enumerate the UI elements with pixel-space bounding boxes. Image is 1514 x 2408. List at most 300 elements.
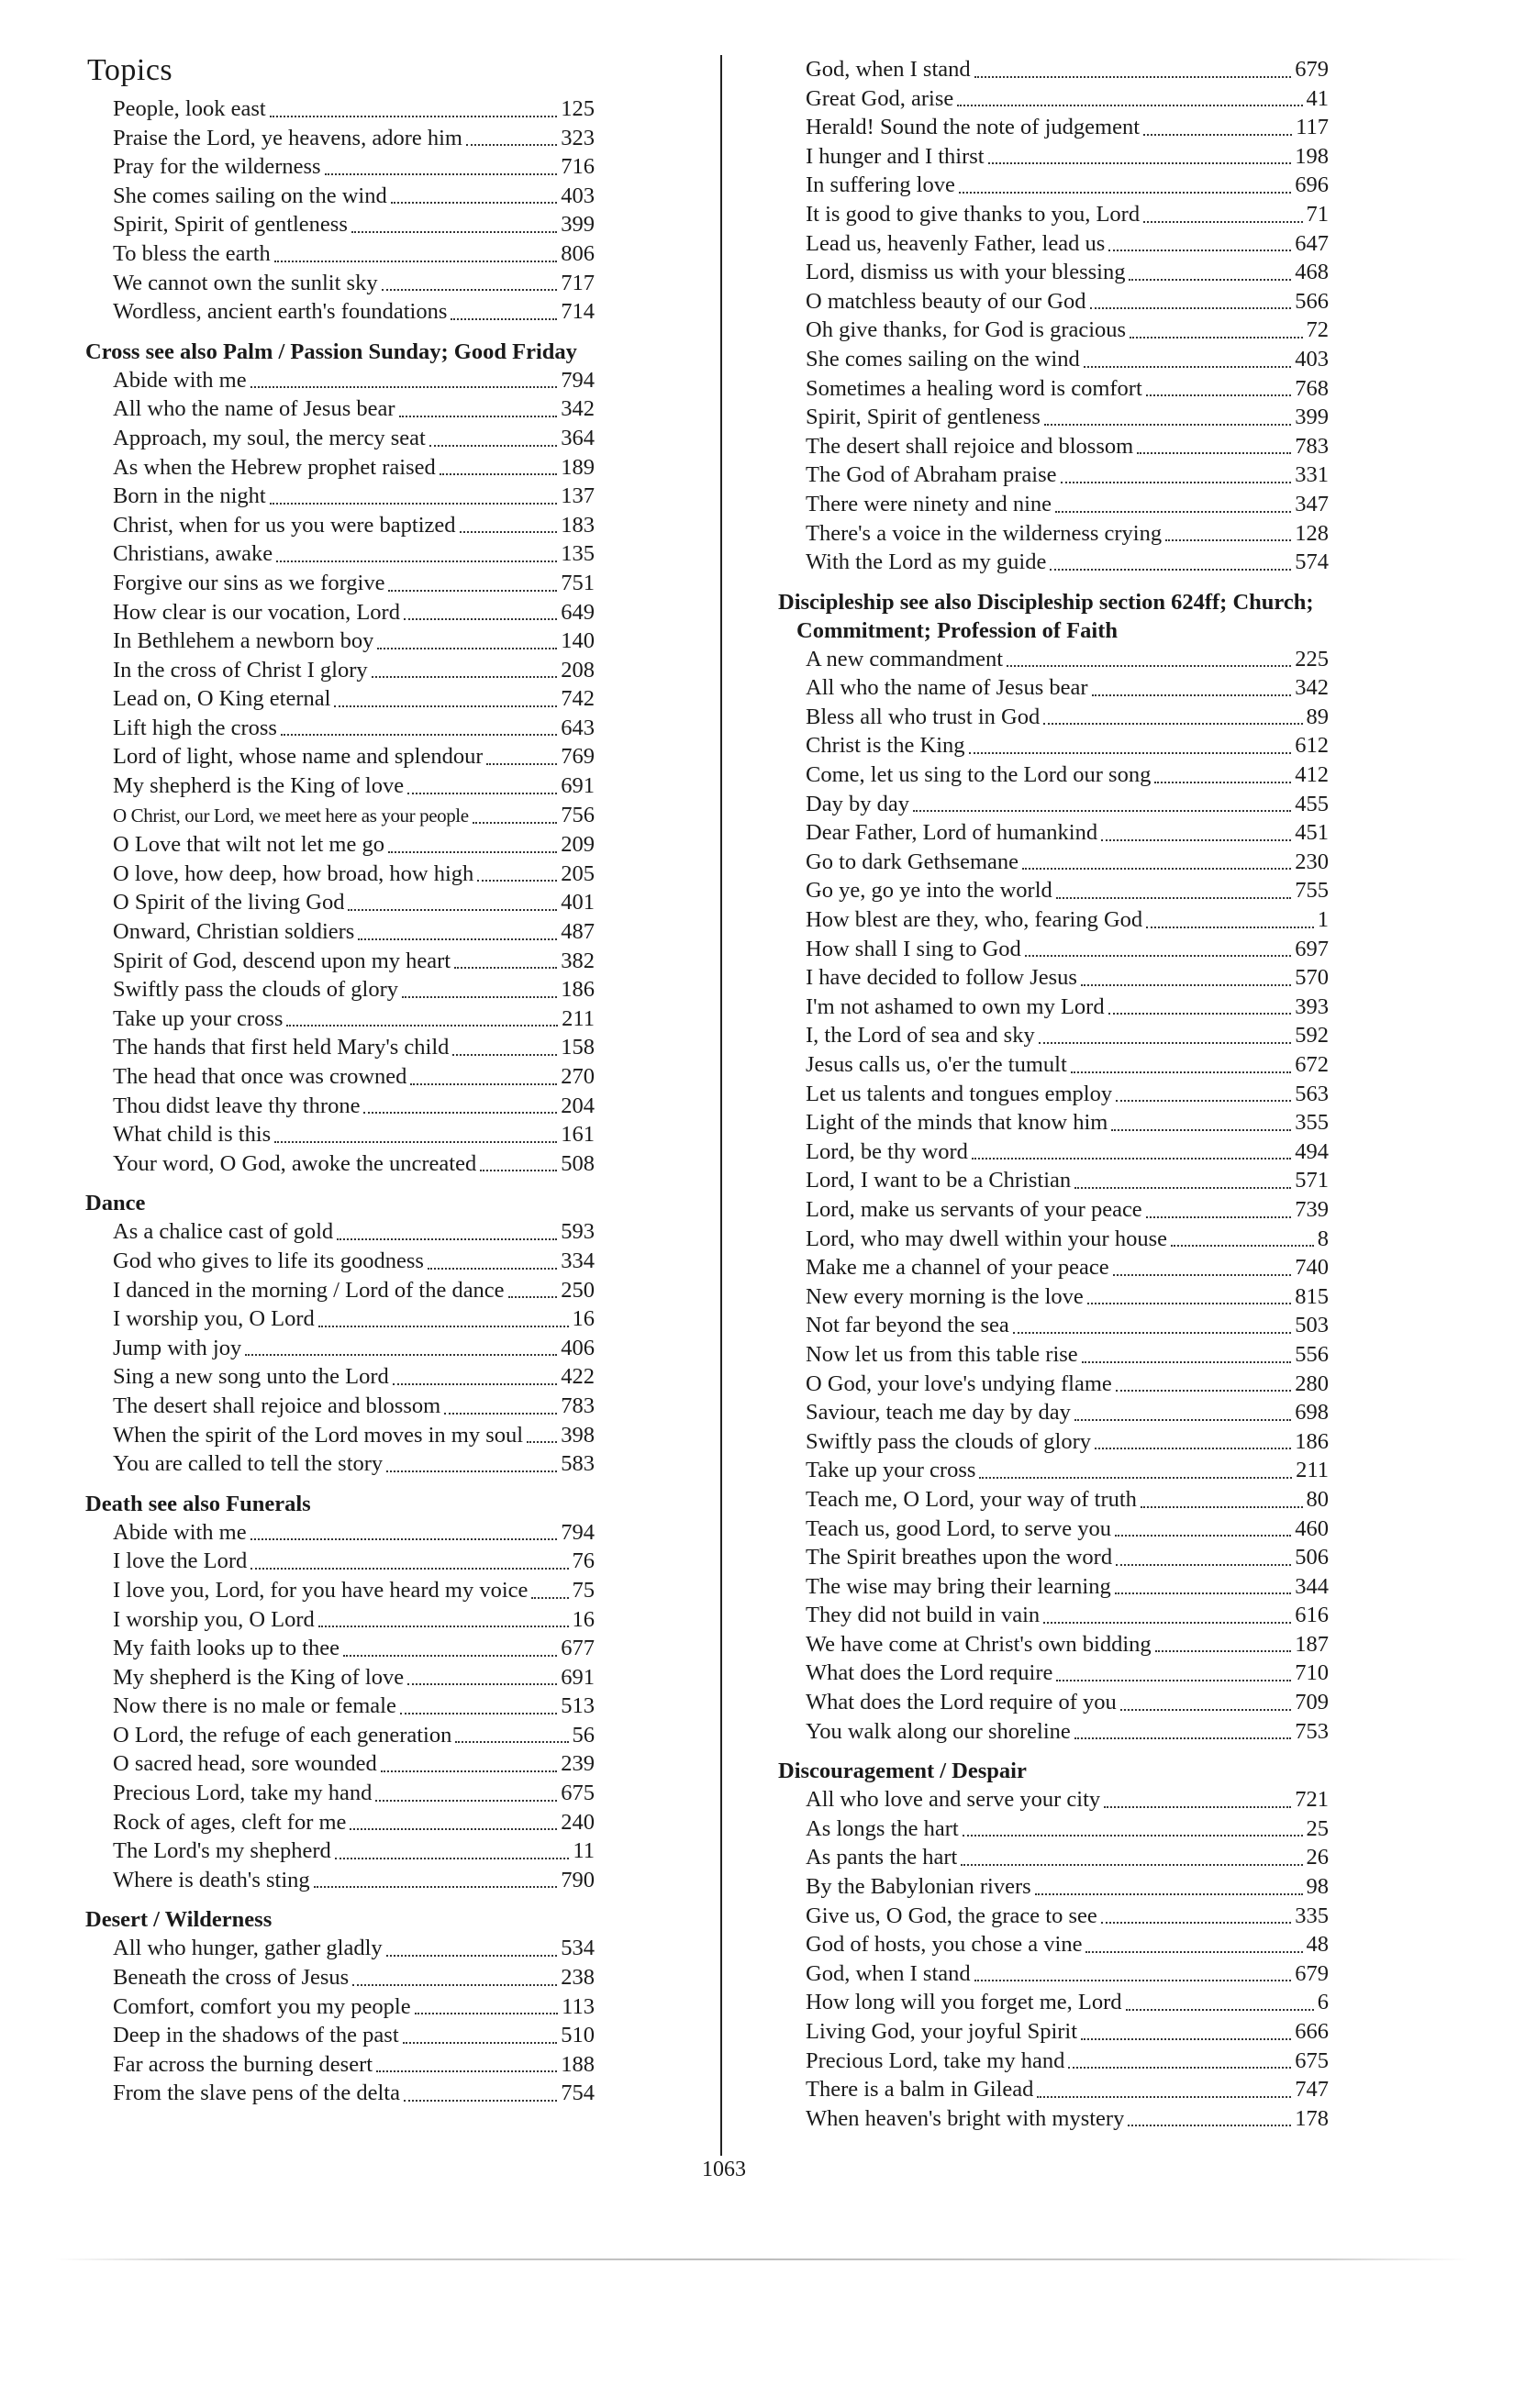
- hymn-entry: [778, 1050, 1329, 1080]
- dot-leader: [286, 1025, 558, 1026]
- hymn-title: Great God, arise: [806, 85, 954, 111]
- hymn-title: Teach me, O Lord, your way of truth: [806, 1486, 1137, 1512]
- hymn-entry: [778, 1959, 1329, 1989]
- dot-leader: [318, 1326, 569, 1327]
- column-divider: [720, 55, 722, 2156]
- hymn-entry: [778, 1785, 1329, 1814]
- dot-leader: [440, 473, 558, 475]
- hymn-entry: [778, 818, 1329, 848]
- hymn-entry: [85, 1092, 595, 1121]
- dot-leader: [386, 1955, 558, 1957]
- hymn-entry: [85, 656, 595, 685]
- hymn-number: 455: [1295, 791, 1329, 816]
- hymn-entry: [778, 1843, 1329, 1872]
- hymn-entry: [778, 1370, 1329, 1399]
- hymn-entry: [778, 1166, 1329, 1195]
- hymn-entry: [85, 152, 595, 182]
- hymn-title: Far across the burning desert: [113, 2051, 373, 2077]
- hymn-number: 451: [1295, 820, 1329, 846]
- hymn-number: 240: [561, 1809, 595, 1835]
- hymn-number: 1: [1317, 907, 1329, 933]
- hymn-entry: [778, 1137, 1329, 1167]
- hymn-title: My faith looks up to thee: [113, 1636, 340, 1661]
- hymn-entry: [778, 1543, 1329, 1572]
- dot-leader: [1165, 539, 1291, 541]
- hymn-entry: [85, 1334, 595, 1363]
- hymn-entry: [778, 374, 1329, 404]
- hymn-number: 8: [1317, 1226, 1329, 1251]
- hymn-number: 460: [1295, 1515, 1329, 1541]
- hymn-number: 250: [561, 1277, 595, 1303]
- hymn-number: 208: [561, 657, 595, 682]
- hymn-entry: [778, 1717, 1329, 1747]
- hymn-entry: [85, 2050, 595, 2080]
- hymn-number: 230: [1295, 849, 1329, 874]
- dot-leader: [391, 202, 558, 204]
- dot-leader: [1137, 452, 1291, 454]
- hymn-number: 211: [1296, 1458, 1329, 1483]
- hymn-title: Sometimes a healing word is comfort: [806, 375, 1142, 401]
- topic-heading: Cross see also Palm / Passion Sunday; Good Friday: [85, 338, 577, 364]
- hymn-number: 342: [561, 396, 595, 422]
- dot-leader: [274, 1141, 557, 1143]
- hymn-title: O love, how deep, how broad, how high: [113, 860, 474, 886]
- hymn-title: Lord, make us servants of your peace: [806, 1196, 1142, 1222]
- dot-leader: [972, 1158, 1291, 1160]
- hymn-entry: [778, 993, 1329, 1022]
- hymn-number: 570: [1295, 965, 1329, 991]
- hymn-number: 422: [561, 1364, 595, 1390]
- hymn-number: 11: [573, 1838, 595, 1864]
- hymn-entry: [85, 1120, 595, 1149]
- dot-leader: [334, 705, 557, 707]
- hymn-number: 754: [561, 2081, 595, 2106]
- dot-leader: [1061, 482, 1292, 483]
- hymn-title: Christ is the King: [806, 733, 965, 759]
- hymn-number: 563: [1295, 1081, 1329, 1106]
- hymn-number: 211: [562, 1005, 595, 1031]
- hymn-title: Jump with joy: [113, 1335, 242, 1360]
- hymn-title: Christians, awake: [113, 541, 273, 567]
- dot-leader: [974, 1980, 1292, 1981]
- hymn-entry: [85, 424, 595, 453]
- dot-leader: [388, 590, 557, 592]
- hymn-title: Sing a new song unto the Lord: [113, 1364, 389, 1390]
- hymn-entry: [778, 1225, 1329, 1254]
- hymn-title: You are called to tell the story: [113, 1451, 384, 1477]
- hymn-number: 403: [1295, 346, 1329, 372]
- hymn-title: Take up your cross: [806, 1458, 976, 1483]
- hymn-title: Approach, my soul, the mercy seat: [113, 425, 426, 450]
- hymn-number: 205: [561, 860, 595, 886]
- hymn-title: In the cross of Christ I glory: [113, 657, 368, 682]
- page-number: 1063: [702, 2158, 746, 2181]
- hymn-entry: [778, 1659, 1329, 1688]
- hymn-title: O Love that wilt not let me go: [113, 832, 384, 858]
- hymn-number: 721: [1295, 1787, 1329, 1813]
- hymn-title: I have decided to follow Jesus: [806, 965, 1077, 991]
- hymn-entry: [778, 1427, 1329, 1457]
- hymn-entry: [85, 1062, 595, 1092]
- dot-leader: [1115, 1535, 1291, 1537]
- hymn-entry: [778, 1572, 1329, 1602]
- hymn-title: All who the name of Jesus bear: [113, 396, 395, 422]
- dot-leader: [473, 822, 558, 824]
- hymn-title: Living God, your joyful Spirit: [806, 2019, 1078, 2044]
- hymn-entry: [778, 848, 1329, 877]
- hymn-number: 679: [1295, 1960, 1329, 1986]
- hymn-title: Thou didst leave thy throne: [113, 1093, 361, 1118]
- hymn-number: 399: [561, 212, 595, 238]
- dot-leader: [325, 173, 558, 175]
- hymn-number: 56: [572, 1722, 595, 1748]
- hymn-entry: [85, 1149, 595, 1179]
- dot-leader: [1074, 1419, 1291, 1421]
- hymn-title: What does the Lord require of you: [806, 1690, 1117, 1715]
- hymn-number: 158: [561, 1035, 595, 1060]
- hymn-title: Praise the Lord, ye heavens, adore him: [113, 125, 462, 150]
- hymn-title: I danced in the morning / Lord of the dance: [113, 1277, 505, 1303]
- hymn-number: 342: [1295, 675, 1329, 701]
- hymn-entry: [778, 258, 1329, 287]
- hymn-number: 675: [561, 1781, 595, 1806]
- hymn-title: Wordless, ancient earth's foundations: [113, 299, 448, 325]
- dot-leader: [400, 1713, 557, 1714]
- hymn-title: Born in the night: [113, 483, 266, 509]
- dot-leader: [404, 618, 557, 620]
- hymn-entry: [778, 1688, 1329, 1717]
- hymn-entry: [778, 519, 1329, 549]
- hymn-number: 783: [1295, 433, 1329, 459]
- dot-leader: [377, 648, 557, 649]
- dot-leader: [428, 1268, 557, 1270]
- hymn-entry: [778, 731, 1329, 760]
- hymn-title: Lift high the cross: [113, 715, 277, 740]
- hymn-entry: [85, 2021, 595, 2050]
- hymn-title: Give us, O God, the grace to see: [806, 1903, 1097, 1928]
- dot-leader: [1013, 1332, 1291, 1334]
- hymn-number: 401: [561, 890, 595, 915]
- dot-leader: [335, 1858, 570, 1859]
- hymn-title: Dear Father, Lord of humankind: [806, 820, 1098, 846]
- hymn-number: 75: [572, 1577, 595, 1603]
- dot-leader: [318, 1626, 569, 1627]
- hymn-entry: [778, 1282, 1329, 1312]
- dot-leader: [486, 763, 557, 765]
- dot-leader: [1087, 1303, 1291, 1304]
- hymn-number: 672: [1295, 1052, 1329, 1077]
- hymn-entry: [778, 490, 1329, 519]
- hymn-entry: [778, 2104, 1329, 2134]
- hymn-number: 616: [1295, 1603, 1329, 1628]
- hymn-number: 71: [1306, 201, 1329, 227]
- hymn-title: Rock of ages, cleft for me: [113, 1809, 347, 1835]
- hymn-entry: [85, 771, 595, 801]
- hymn-entry: [778, 84, 1329, 114]
- hymn-number: 593: [561, 1219, 595, 1245]
- dot-leader: [376, 2070, 557, 2072]
- hymn-title: What child is this: [113, 1122, 272, 1148]
- topic-section: [85, 1905, 595, 2108]
- hymn-title: How blest are they, who, fearing God: [806, 907, 1143, 933]
- right-column: [778, 55, 1329, 2133]
- hymn-entry: [778, 876, 1329, 905]
- hymn-number: 98: [1306, 1874, 1329, 1900]
- hymn-number: 198: [1295, 143, 1329, 169]
- dot-leader: [1055, 511, 1291, 513]
- hymn-title: Lead on, O King eternal: [113, 686, 331, 712]
- hymn-number: 334: [561, 1248, 595, 1273]
- dot-leader: [1116, 1100, 1291, 1102]
- dot-leader: [358, 938, 557, 940]
- hymn-title: The wise may bring their learning: [806, 1573, 1111, 1599]
- hymn-number: 187: [1295, 1631, 1329, 1657]
- dot-leader: [1116, 1390, 1291, 1392]
- hymn-entry: [778, 1253, 1329, 1282]
- dot-leader: [444, 1413, 557, 1415]
- hymn-number: 709: [1295, 1690, 1329, 1715]
- hymn-number: 583: [561, 1451, 595, 1477]
- dot-leader: [1081, 984, 1291, 986]
- hymn-title: Christ, when for us you were baptized: [113, 512, 456, 538]
- hymn-entry: [85, 1033, 595, 1062]
- topic-section: [778, 588, 1329, 1747]
- dot-leader: [1085, 1951, 1302, 1953]
- hymn-title: With the Lord as my guide: [806, 549, 1047, 575]
- hymn-entry: [85, 366, 595, 395]
- hymn-title: God who gives to life its goodness: [113, 1248, 424, 1273]
- hymn-number: 355: [1295, 1110, 1329, 1136]
- hymn-number: 323: [561, 125, 595, 150]
- dot-leader: [1074, 1737, 1291, 1739]
- hymn-number: 209: [561, 832, 595, 858]
- hymn-entry: [85, 394, 595, 424]
- hymn-title: I, the Lord of sea and sky: [806, 1023, 1035, 1049]
- hymn-title: O God, your love's undying flame: [806, 1370, 1112, 1396]
- hymn-entry: [85, 1721, 595, 1750]
- hymn-number: 280: [1295, 1370, 1329, 1396]
- hymn-title: You walk along our shoreline: [806, 1718, 1071, 1744]
- dot-leader: [393, 1383, 557, 1385]
- hymn-entry: [778, 1515, 1329, 1544]
- hymn-number: 513: [561, 1693, 595, 1719]
- dot-leader: [1143, 221, 1302, 223]
- hymn-entry: [778, 1814, 1329, 1844]
- dot-leader: [407, 1683, 557, 1685]
- hymn-entry: [778, 171, 1329, 200]
- hymn-title: All who hunger, gather gladly: [113, 1936, 383, 1961]
- hymn-entry: [778, 229, 1329, 259]
- hymn-entry: [85, 124, 595, 153]
- hymn-title: In suffering love: [806, 172, 955, 198]
- hymn-title: Your word, O God, awoke the uncreated: [113, 1150, 477, 1176]
- dot-leader: [1007, 665, 1291, 667]
- hymn-title: Spirit of God, descend upon my heart: [113, 948, 451, 973]
- hymn-number: 183: [561, 512, 595, 538]
- dot-leader: [1116, 1564, 1291, 1566]
- hymn-number: 406: [561, 1335, 595, 1360]
- hymn-title: Make me a channel of your peace: [806, 1255, 1109, 1281]
- hymn-entry: [85, 860, 595, 889]
- hymn-title: She comes sailing on the wind: [806, 346, 1080, 372]
- hymn-title: Beneath the cross of Jesus: [113, 1965, 350, 1991]
- hymn-title: Forgive our sins as we forgive: [113, 570, 385, 595]
- hymn-title: Onward, Christian soldiers: [113, 919, 355, 945]
- dot-leader: [1095, 1448, 1291, 1449]
- hymn-title: New every morning is the love: [806, 1283, 1084, 1309]
- dot-leader: [1037, 2096, 1291, 2098]
- dot-leader: [350, 1828, 557, 1830]
- hymn-entry: [85, 1518, 595, 1548]
- hymn-title: Abide with me: [113, 367, 247, 393]
- dot-leader: [963, 1835, 1303, 1837]
- hymn-entry: [85, 947, 595, 976]
- dot-leader: [1126, 2009, 1314, 2011]
- hymn-entry: [85, 684, 595, 714]
- dot-leader: [1043, 723, 1302, 725]
- hymn-title: Lead us, heavenly Father, lead us: [806, 230, 1106, 256]
- dot-leader: [959, 192, 1291, 194]
- hymn-entry: [85, 482, 595, 511]
- hymn-number: 364: [561, 425, 595, 450]
- hymn-title: The hands that first held Mary's child: [113, 1035, 450, 1060]
- page-title: Topics: [87, 53, 173, 87]
- topic-section: [778, 1757, 1329, 2133]
- hymn-title: Spirit, Spirit of gentleness: [806, 405, 1041, 430]
- hymn-number: 794: [561, 1519, 595, 1545]
- dot-leader: [1111, 1129, 1291, 1131]
- hymn-number: 140: [561, 628, 595, 654]
- hymn-entry: [778, 1902, 1329, 1931]
- hymn-title: As pants the hart: [806, 1845, 958, 1870]
- dot-leader: [454, 967, 557, 969]
- hymn-number: 751: [561, 570, 595, 595]
- hymn-number: 347: [1295, 491, 1329, 516]
- hymn-number: 753: [1295, 1718, 1329, 1744]
- hymn-title: From the slave pens of the delta: [113, 2081, 400, 2106]
- hymn-number: 747: [1295, 2077, 1329, 2103]
- hymn-title: Where is death's sting: [113, 1867, 310, 1892]
- topic-section: [85, 1490, 595, 1895]
- hymn-number: 643: [561, 715, 595, 740]
- hymn-number: 113: [562, 1993, 595, 2019]
- hymn-number: 48: [1306, 1932, 1329, 1958]
- dot-leader: [403, 2042, 558, 2044]
- hymn-title: We cannot own the sunlit sky: [113, 270, 378, 295]
- hymn-entry: [85, 1304, 595, 1334]
- dot-leader: [404, 2100, 557, 2102]
- hymn-title: The head that once was crowned: [113, 1064, 407, 1089]
- hymn-number: 679: [1295, 57, 1329, 82]
- hymn-entry: [85, 801, 595, 831]
- hymn-number: 649: [561, 599, 595, 625]
- hymn-entry: [85, 269, 595, 298]
- hymn-entry: [85, 1392, 595, 1421]
- dot-leader: [460, 531, 558, 533]
- hymn-title: O matchless beauty of our God: [806, 288, 1086, 314]
- hymn-title: As longs the hart: [806, 1815, 959, 1841]
- hymn-number: 742: [561, 686, 595, 712]
- hymn-number: 710: [1295, 1660, 1329, 1686]
- dot-leader: [1128, 2125, 1291, 2126]
- hymn-entry: [778, 1630, 1329, 1659]
- dot-leader: [250, 1538, 558, 1540]
- hymn-entry: [85, 1362, 595, 1392]
- hymn-entry: [85, 453, 595, 483]
- hymn-number: 16: [572, 1606, 595, 1632]
- dot-leader: [1068, 2067, 1291, 2069]
- hymn-entry: [778, 905, 1329, 935]
- hymn-entry: [85, 975, 595, 1004]
- hymn-number: 714: [561, 299, 595, 325]
- dot-leader: [988, 162, 1292, 164]
- hymn-entry: [85, 1547, 595, 1576]
- hymn-entry: [85, 1692, 595, 1721]
- hymn-title: Light of the minds that know him: [806, 1110, 1108, 1136]
- hymn-entry: [778, 403, 1329, 432]
- hymn-title: Bless all who trust in God: [806, 704, 1041, 729]
- hymn-title: Go to dark Gethsemane: [806, 849, 1019, 874]
- dot-leader: [388, 851, 557, 853]
- dot-leader: [375, 1800, 557, 1802]
- hymn-number: 510: [561, 2023, 595, 2048]
- dot-leader: [1056, 897, 1291, 899]
- dot-leader: [402, 996, 557, 998]
- hymn-entry: [778, 2047, 1329, 2076]
- hymn-number: 16: [572, 1306, 595, 1332]
- hymn-title: Pray for the wilderness: [113, 154, 321, 180]
- hymn-entry: [778, 760, 1329, 790]
- hymn-title: My shepherd is the King of love: [113, 1664, 405, 1690]
- hymn-number: 783: [561, 1393, 595, 1418]
- hymn-entry: [778, 963, 1329, 993]
- hymn-entry: [85, 297, 595, 327]
- hymn-number: 696: [1295, 172, 1329, 198]
- hymn-entry: [85, 1276, 595, 1305]
- dot-leader: [961, 1864, 1302, 1866]
- hymn-number: 238: [561, 1965, 595, 1991]
- dot-leader: [1090, 307, 1292, 309]
- hymn-entry: [778, 1311, 1329, 1340]
- hymn-entry: [85, 742, 595, 771]
- hymn-title: How clear is our vocation, Lord: [113, 599, 400, 625]
- dot-leader: [270, 116, 558, 117]
- hymn-number: 506: [1295, 1545, 1329, 1570]
- hymn-number: 508: [561, 1150, 595, 1176]
- hymn-number: 716: [561, 154, 595, 180]
- hymn-entry: [778, 1398, 1329, 1427]
- hymn-entry: [85, 627, 595, 656]
- hymn-title: I'm not ashamed to own my Lord: [806, 993, 1105, 1019]
- dot-leader: [1143, 134, 1292, 136]
- hymn-number: 225: [1295, 646, 1329, 671]
- dot-leader: [1101, 839, 1291, 841]
- dot-leader: [1154, 782, 1291, 783]
- hymn-title: When heaven's bright with mystery: [806, 2105, 1125, 2131]
- hymn-title: The Spirit breathes upon the word: [806, 1545, 1113, 1570]
- hymn-number: 691: [561, 1664, 595, 1690]
- topic-heading: Death see also Funerals: [85, 1491, 311, 1516]
- dot-leader: [1146, 927, 1314, 928]
- hymn-number: 270: [561, 1064, 595, 1089]
- hymn-title: Not far beyond the sea: [806, 1313, 1009, 1338]
- dot-leader: [1155, 1650, 1292, 1652]
- hymn-entry: [85, 1605, 595, 1635]
- topic-heading: Dance: [85, 1191, 146, 1216]
- hymn-title: Come, let us sing to the Lord our song: [806, 762, 1152, 788]
- hymn-entry: [85, 1247, 595, 1276]
- hymn-number: 769: [561, 744, 595, 770]
